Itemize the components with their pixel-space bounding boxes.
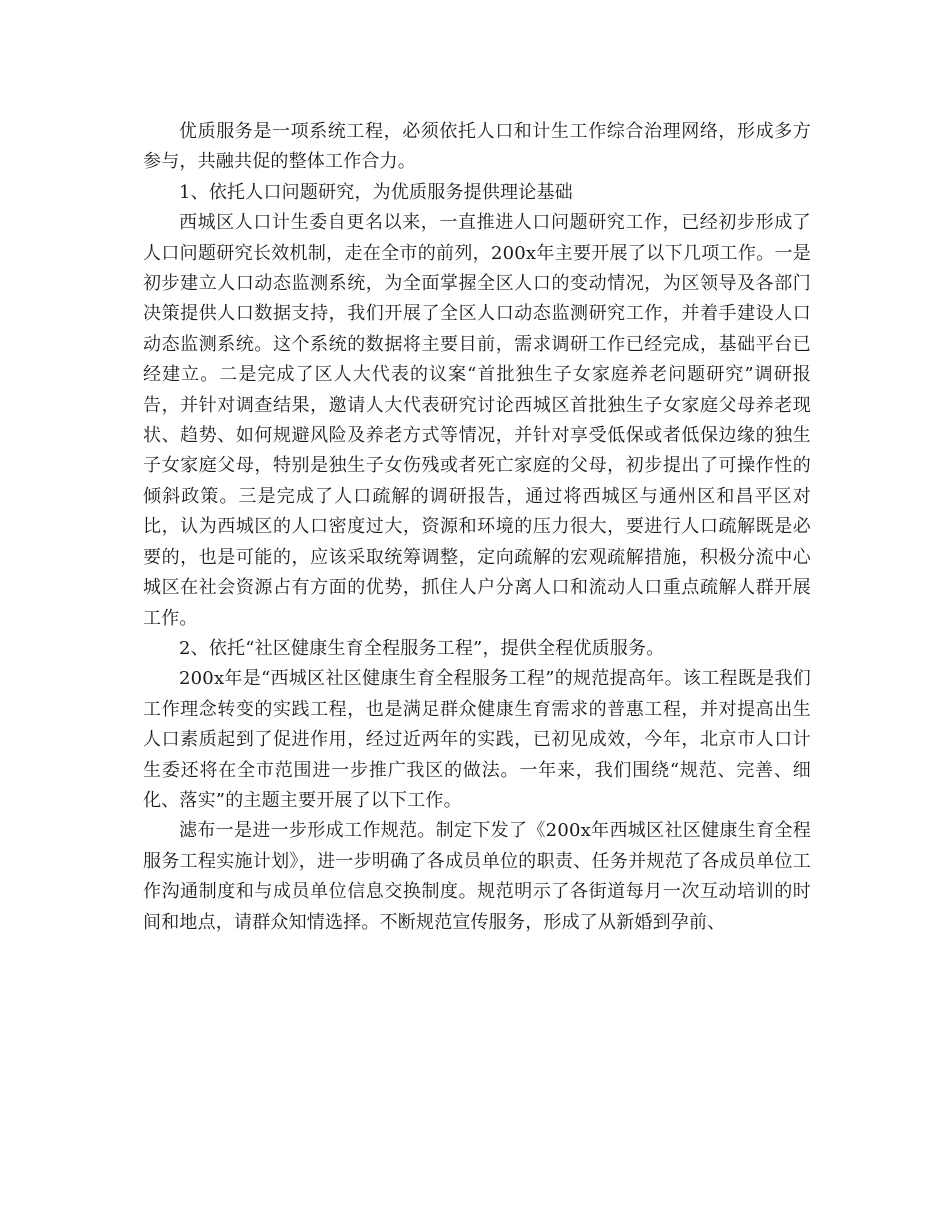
- section-heading-1: 1、依托人口问题研究，为优质服务提供理论基础: [179, 181, 573, 203]
- paragraph-intro: 优质服务是一项系统工程，必须依托人口和计生工作综合治理网络，形成多方参与，共融共促的整体工作合力。: [143, 121, 811, 173]
- paragraph-research: 西城区人口计生委自更名以来，一直推进人口问题研究工作，已经初步形成了人口问题研究长效机制，走在全市的前列，200x年主要开展了以下几项工作。一是初步建立人口动态监测系统，为全面掌握全区人口的变动情况，为区领导及各部门决策提供人口数据支持，我们开展了全区人口动态监测研究工作，并着手建设人口动态监测系统。这个系统的数据将主要目前，需求调研工作已经完成，基础平台已经建立。二是完成了区人大代表的议案“首批独生子女家庭养老问题研究”调研报告，并针对调查结果，邀请人大代表研究讨论西城区首批独生子女家庭父母养老现状、趋势、如何规避风险及养老方式等情况，并针对享受低保或者低保边缘的独生子女家庭父母，特别是独生子女伤残或者死亡家庭的父母，初步提出了可操作性的倾斜政策。三是完成了人口疏解的调研报告，通过将西城区与通州区和昌平区对比，认为西城区的人口密度过大，资源和环境的压力很大，要进行人口疏解既是必要的，也是可能的，应该采取统筹调整，定向疏解的宏观疏解措施，积极分流中心城区在社会资源占有方面的优势，抓住人户分离人口和流动人口重点疏解人群开展工作。: [143, 212, 811, 629]
- section-heading-2: 2、依托“社区健康生育全程服务工程”，提供全程优质服务。: [179, 637, 665, 659]
- document-body: [143, 117, 811, 938]
- paragraph-project: 200x年是“西城区社区健康生育全程服务工程”的规范提高年。该工程既是我们工作理念转变的实践工程，也是满足群众健康生育需求的普惠工程，并对提高出生人口素质起到了促进作用，经过近两年的实践，已初见成效，今年，北京市人口计生委还将在全市范围进一步推广我区的做法。一年来，我们围绕“规范、完善、细化、落实”的主题主要开展了以下工作。: [143, 668, 811, 811]
- paragraph-norms: 滤布一是进一步形成工作规范。制定下发了《200x年西城区社区健康生育全程服务工程实施计划》，进一步明确了各成员单位的职责、任务并规范了各成员单位工作沟通制度和与成员单位信息交换制度。规范明示了各街道每月一次互动培训的时间和地点，请群众知情选择。不断规范宣传服务，形成了从新婚到孕前、: [143, 820, 811, 933]
